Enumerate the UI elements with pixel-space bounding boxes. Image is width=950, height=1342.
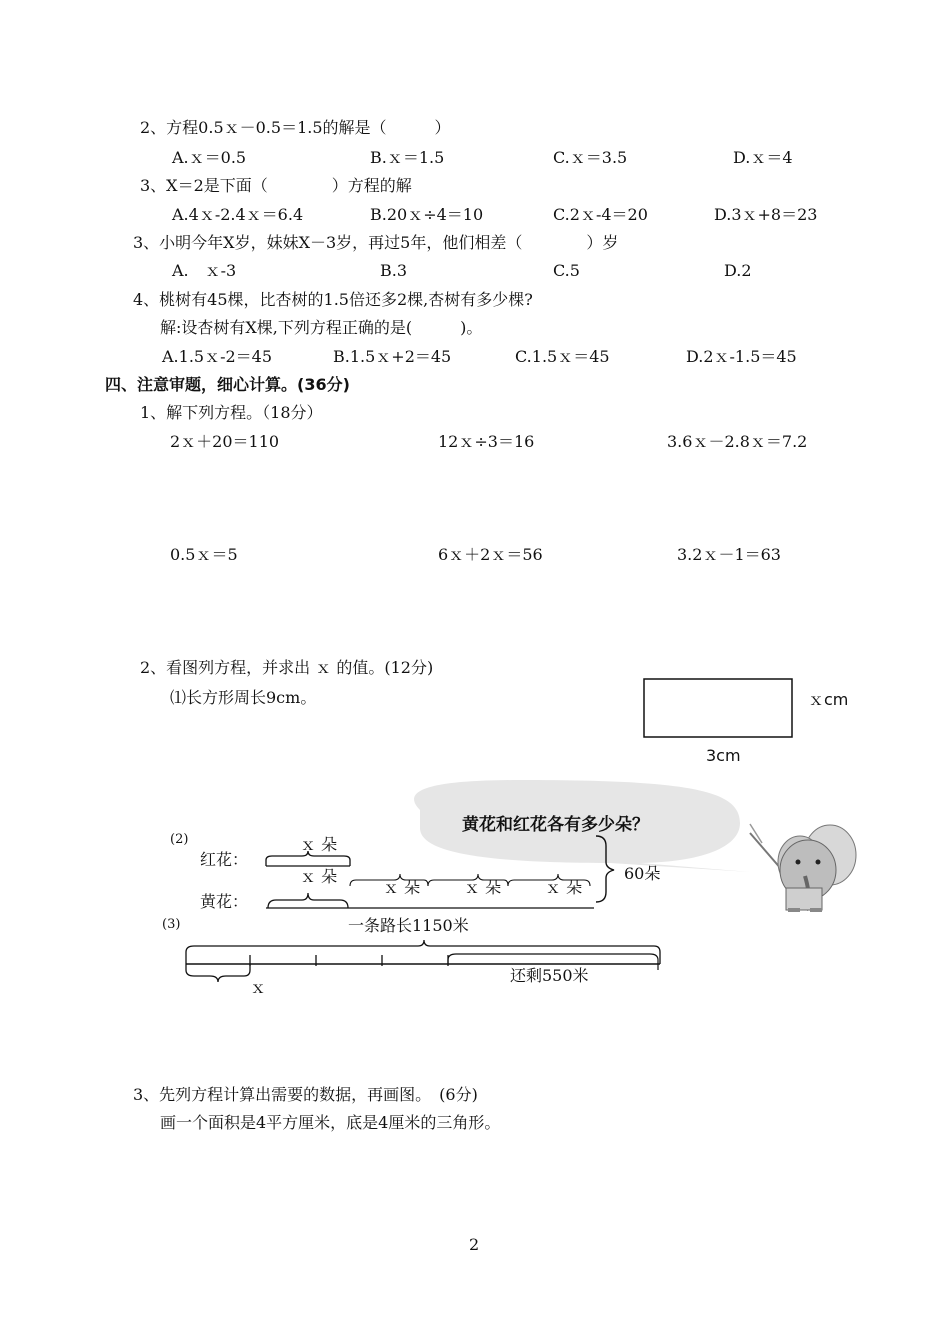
q3b-stem: 3、小明今年X岁，妹妹X－3岁，再过5年，他们相差（ ）岁 <box>133 233 619 252</box>
yellow-x-label-4: ｘ 朵 <box>545 878 583 897</box>
q2-option-b: B.ｘ＝1.5 <box>370 148 445 167</box>
yellow-x-label-3: ｘ 朵 <box>464 878 502 897</box>
x-brace <box>186 964 250 982</box>
sub3-number: (3) <box>162 917 181 932</box>
q4-option-d: D.2ｘ-1.5＝45 <box>686 347 797 366</box>
page-number: 2 <box>469 1235 480 1254</box>
elephant-illustration <box>750 824 856 912</box>
remain-label: 还剩550米 <box>510 966 589 985</box>
q2-stem: 2、方程0.5ｘ－0.5＝1.5的解是（ ） <box>140 118 451 137</box>
p2-title: 2、看图列方程，并求出 ｘ 的值。(12分) <box>140 658 434 677</box>
q3b-option-d: D.2 <box>724 261 752 280</box>
p2-sub1: ⑴长方形周长9cm。 <box>170 688 317 707</box>
yellow-flower-label: 黄花： <box>200 892 249 911</box>
q3b-option-c: C.5 <box>553 261 580 280</box>
q2-option-d: D.ｘ＝4 <box>733 148 793 167</box>
total-label: 60朵 <box>624 864 661 883</box>
equation-4: 0.5ｘ＝5 <box>170 545 238 564</box>
q3b-option-b: B.3 <box>380 261 408 280</box>
rectangle-shape <box>644 679 792 737</box>
x-label: ｘ <box>250 978 267 997</box>
road-label: 一条路长1150米 <box>348 916 469 935</box>
q3a-option-d: D.3ｘ+8＝23 <box>714 205 818 224</box>
equation-1: 2ｘ＋20＝110 <box>170 432 280 451</box>
equation-2: 12ｘ÷3＝16 <box>438 432 535 451</box>
red-x-label: ｘ 朵 <box>300 835 338 854</box>
q4-option-c: C.1.5ｘ＝45 <box>515 347 610 366</box>
rect-bottom-label: 3cm <box>706 746 741 765</box>
q4-sub: 解:设杏树有X棵,下列方程正确的是( )。 <box>160 318 483 337</box>
sub2-number: (2) <box>170 832 189 847</box>
rect-side-label: ｘcm <box>808 690 849 709</box>
q4-option-b: B.1.5ｘ+2＝45 <box>333 347 452 366</box>
q2-option-c: C.ｘ＝3.5 <box>553 148 628 167</box>
equation-3: 3.6ｘ－2.8ｘ＝7.2 <box>667 432 808 451</box>
red-flower-label: 红花： <box>200 850 249 869</box>
yellow-x-label-2: ｘ 朵 <box>383 878 421 897</box>
p3-title: 3、先列方程计算出需要的数据，再画图。 (6分) <box>133 1085 478 1104</box>
bubble-text: 黄花和红花各有多少朵？ <box>462 815 649 835</box>
q4-stem: 4、桃树有45棵，比杏树的1.5倍还多2棵,杏树有多少棵? <box>133 290 533 309</box>
q4-option-a: A.1.5ｘ-2＝45 <box>162 347 273 366</box>
equation-5: 6ｘ＋2ｘ＝56 <box>438 545 543 564</box>
road-top-brace <box>186 940 660 964</box>
yellow-brace-1 <box>268 893 348 908</box>
p1-title: 1、解下列方程。（18分） <box>140 403 323 422</box>
q3a-option-c: C.2ｘ-4＝20 <box>553 205 648 224</box>
q2-option-a: A.ｘ＝0.5 <box>172 148 247 167</box>
equation-6: 3.2ｘ－1＝63 <box>677 545 781 564</box>
section4-title: 四、注意审题，细心计算。(36分) <box>105 375 350 394</box>
q3b-option-a: A. ｘ-3 <box>172 261 237 280</box>
p3-desc: 画一个面积是4平方厘米，底是4厘米的三角形。 <box>160 1113 501 1132</box>
q3a-option-b: B.20ｘ÷4＝10 <box>370 205 484 224</box>
yellow-x-label-1: ｘ 朵 <box>300 867 338 886</box>
q3a-option-a: A.4ｘ-2.4ｘ＝6.4 <box>172 205 304 224</box>
q3a-stem: 3、X＝2是下面（ ）方程的解 <box>140 176 412 195</box>
